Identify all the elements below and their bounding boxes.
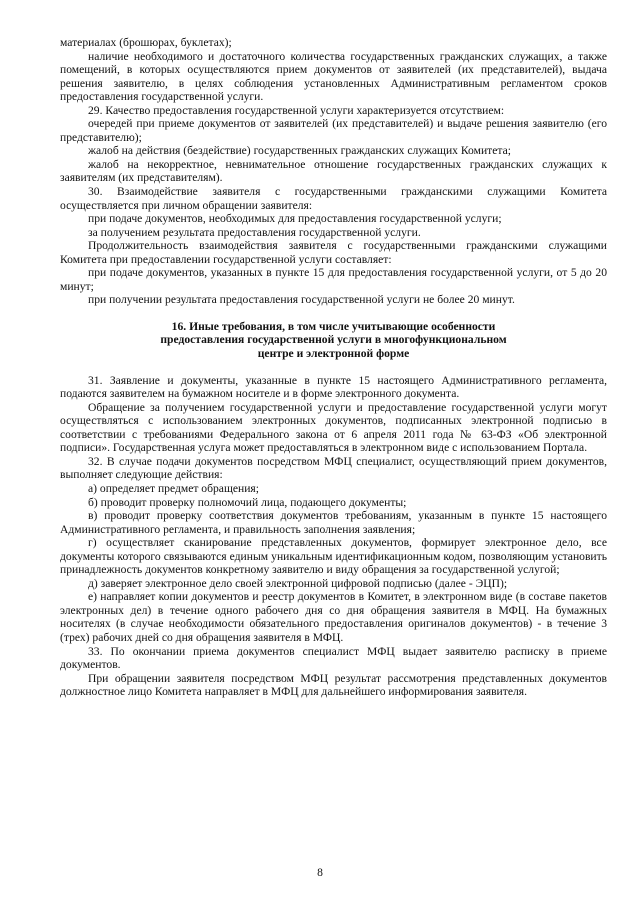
paragraph: При обращении заявителя посредством МФЦ результат рассмотрения представленных документов должностное лицо Комитета направляет в МФЦ для дальнейшего информирования заявителя.: [60, 671, 607, 699]
paragraph: при получении результата предоставления государственной услуги не более 20 минут.: [88, 293, 515, 307]
page-number: 8: [317, 866, 323, 879]
paragraph: д) заверяет электронное дело своей электронной цифровой подписью (далее - ЭЦП);: [88, 576, 508, 590]
paragraph: в) проводит проверку соответствия документов требованиям, указанным в пункте 15 настоящего Административного регламента, и правильность заполнения заявления;: [60, 509, 607, 536]
spacer: [60, 361, 607, 374]
section-heading-line: предоставления государственной услуги в многофункциональном: [160, 333, 507, 347]
paragraph: очередей при приеме документов от заявителей (их представителей) и выдаче решения заявителю (его представителю);: [60, 117, 607, 144]
paragraph: Продолжительность взаимодействия заявителя с государственными гражданскими служащими Комитета при предоставлении государственной услуги составляет:: [60, 239, 607, 266]
paragraph: наличие необходимого и достаточного количества государственных гражданских служащих, а также помещений, в которых осуществляются прием документов от заявителей (их представителей), выдача решения заявителю, в целях соблюдения установленных Административным регламентом сроков предоставления государственной услуги.: [60, 49, 607, 104]
paragraph: Обращение за получением государственной услуги и предоставление государственной услуги могут осуществляться с использованием электронных документов, подписанных электронной подписью в соответствии с требованиями Федерального закона от 6 апреля 2011 года № 63-ФЗ «Об электронной подписи». Государственная услуга может предоставляться в электронном виде с использованием Портала.: [60, 400, 607, 455]
paragraph: 29. Качество предоставления государственной услуги характеризуется отсутствием:: [88, 103, 505, 117]
paragraph: г) осуществляет сканирование представленных документов, формирует электронное дело, все документы которого связываются единым уникальным идентификационным кодом, позволяющим установить принадлежность документов конкретному заявителю и виду обращения за государственной услугой;: [60, 536, 607, 577]
paragraph: жалоб на действия (бездействие) государственных гражданских служащих Комитета;: [88, 144, 511, 158]
spacer: [60, 307, 607, 320]
text-block-upper: [60, 36, 607, 307]
paragraph: при подаче документов, необходимых для предоставления государственной услуги;: [88, 212, 502, 226]
paragraph: е) направляет копии документов и реестр документов в Комитет, в электронном виде (в составе пакетов электронных дел) в течение одного рабочего дня со дня обращения заявителя в МФЦ. На бумажных носителях (в случае необходимости обязательного предоставления оригиналов документов) - в течение 3 (трех) рабочих дней со дня обращения заявителя в МФЦ.: [60, 590, 607, 644]
section-heading-line: центре и электронной форме: [257, 347, 410, 361]
paragraph: при подаче документов, указанных в пункте 15 для предоставления государственной услуги, от 5 до 20 минут;: [60, 266, 607, 293]
paragraph: 31. Заявление и документы, указанные в пункте 15 настоящего Административного регламента, подаются заявителем на бумажном носителе и в форме электронного документа.: [60, 373, 607, 401]
paragraph: 32. В случае подачи документов посредством МФЦ специалист, осуществляющий прием документов, выполняет следующие действия:: [60, 454, 607, 482]
paragraph: жалоб на некорректное, невнимательное отношение государственных гражданских служащих к заявителям (их представителям).: [60, 157, 607, 185]
document-page: [60, 36, 607, 699]
paragraph: 30. Взаимодействие заявителя с государственными гражданскими служащими Комитета осуществляется при личном обращении заявителя:: [60, 185, 607, 212]
section-heading-line: 16. Иные требования, в том числе учитывающие особенности: [171, 319, 496, 333]
paragraph: за получением результата предоставления государственной услуги.: [88, 225, 421, 239]
section-heading: [60, 320, 607, 361]
paragraph: 33. По окончании приема документов специалист МФЦ выдает заявителю расписку в приеме документов.: [60, 644, 607, 672]
paragraph: б) проводит проверку полномочий лица, подающего документы;: [88, 495, 407, 509]
paragraph: материалах (брошюрах, буклетах);: [60, 36, 232, 49]
text-block-lower: [60, 374, 607, 699]
paragraph: а) определяет предмет обращения;: [88, 481, 259, 495]
